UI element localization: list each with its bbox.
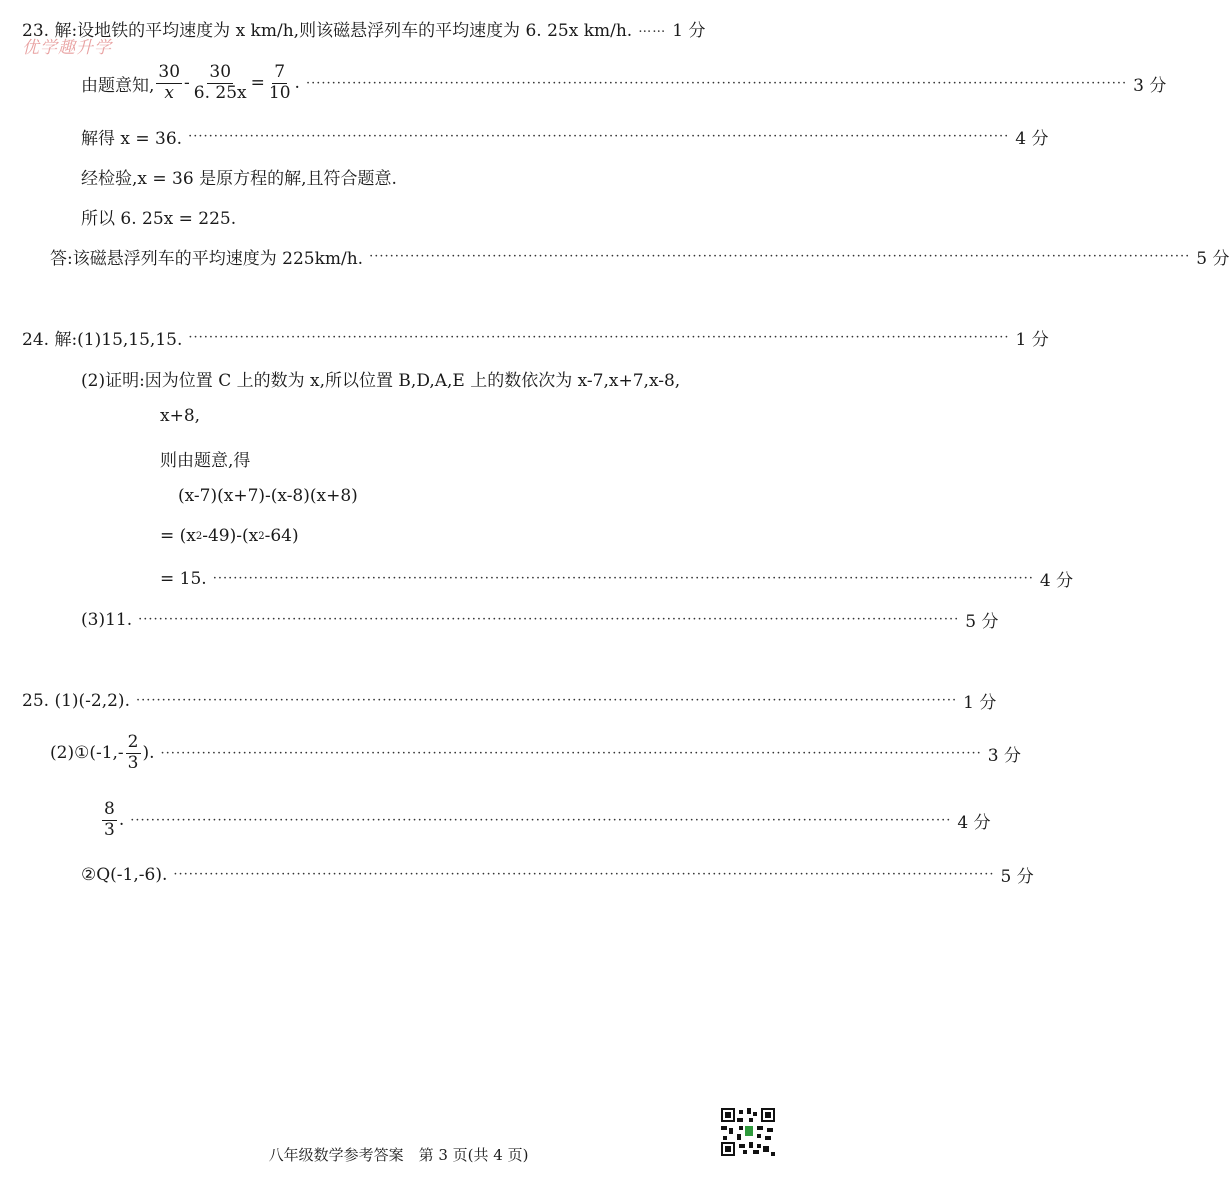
q25-line3: $\frac{8}{3}$ . ································································································································································ 4 分	[104, 798, 991, 840]
q24-line7: = 15. ································································································································································ 4 分	[160, 568, 1074, 591]
q24-line4: 则由题意,得	[160, 451, 251, 471]
q23-line6: 答:该磁悬浮列车的平均速度为 225km/h. ································································································································································ 5 分	[50, 249, 1230, 269]
fraction-30-over-x: $\frac{30}{x}$	[158, 61, 181, 103]
q25-line4: ②Q(-1,-6). ································································································································································ 5 分	[81, 864, 1034, 887]
q24-line8: (3)11. ································································································································································ 5 分	[81, 609, 999, 632]
q23-line4: 经检验,x = 36 是原方程的解,且符合题意.	[81, 169, 397, 189]
q25-line2: (2)①(-1,- $\frac{2}{3}$ ). ································································································································································ 3 分	[50, 731, 1021, 773]
q25-line1: 25. (1)(-2,2). ································································································································································ 1 分	[22, 690, 997, 713]
q23-line1-leader: ……	[638, 21, 667, 36]
q23-line3: 解得 x = 36. ································································································································································ 4 分	[81, 129, 1049, 149]
q24-line2: (2)证明:因为位置 C 上的数为 x,所以位置 B,D,A,E 上的数依次为 x-7,x+7,x-8,	[81, 371, 681, 391]
fraction-8-over-3: $\frac{8}{3}$	[104, 798, 115, 840]
watermark: 优学趣升学	[22, 38, 112, 58]
q23-line2-leader: ································································································································································	[305, 75, 1128, 91]
q23-line2-prefix: 由题意知,	[81, 75, 155, 96]
fraction-2-over-3: $\frac{2}{3}$	[127, 731, 139, 773]
fraction-7-over-10: $\frac{7}{10}$	[268, 61, 291, 103]
q23-line5: 所以 6. 25x = 225.	[81, 209, 237, 229]
page-footer: 八年级数学参考答案 第 3 页(共 4 页)	[268, 1146, 529, 1164]
q24-line1: 24. 解:(1)15,15,15. ································································································································································ 1 分	[22, 330, 1049, 350]
q23-line1	[22, 16, 777, 41]
q24-line6: = (x 2 -49)-(x 2 -64)	[160, 526, 299, 546]
q24-line5: (x-7)(x+7)-(x-8)(x+8)	[178, 486, 358, 506]
q24-line3: x+8,	[160, 406, 201, 426]
q23-line2: 由题意知, $\frac{30}{x}$ - $\frac{30}{6. 25x}$ = $\frac{7}{10}$ . ································································································································································ 3 分	[81, 61, 1167, 103]
equals-sign: =	[250, 73, 265, 93]
minus-sign: -	[184, 73, 190, 93]
q23-line2-score: 3 分	[1133, 75, 1167, 96]
q23-line1-score: 1 分	[672, 21, 706, 41]
fraction-30-over-625x: $\frac{30}{6. 25x}$	[193, 61, 247, 103]
q23-line1-text: 23. 解:设地铁的平均速度为 x km/h,则该磁悬浮列车的平均速度为 6. 25x km/h.	[22, 21, 633, 41]
